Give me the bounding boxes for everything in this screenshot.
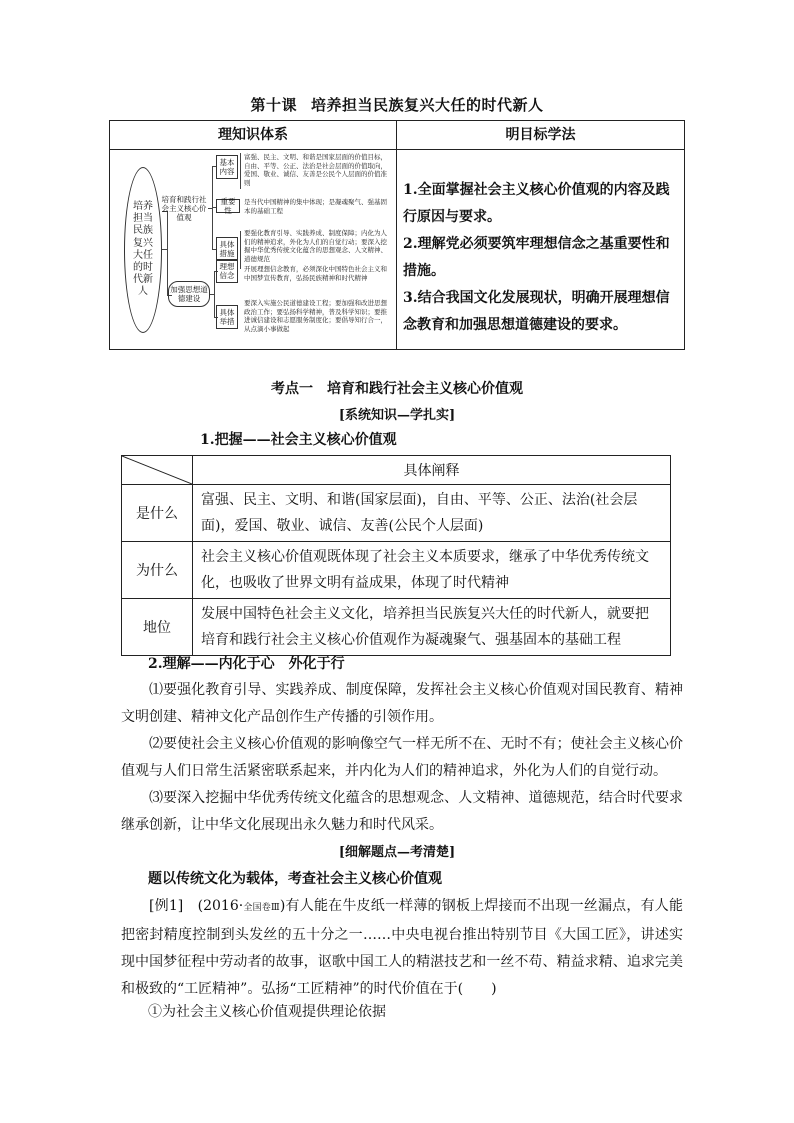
paragraph: ⑴要强化教育引导、实践养成、制度保障，发挥社会主义核心价值观对国民教育、精神文明创建、精神文化产品创作生产传播的引领作用。 xyxy=(121,682,683,725)
row-label: 为什么 xyxy=(122,542,193,599)
node-ideals: 理想信念 xyxy=(216,259,238,283)
goal-item: 3.结合我国文化发展现状，明确开展理想信念教育和加强思想道德建设的要求。 xyxy=(403,290,670,333)
column-header: 具体阐释 xyxy=(193,456,671,485)
branch-moral-construction: 加强思想道德建设 xyxy=(168,281,210,307)
heading-understand: 2.理解——内化于心 外化于行 xyxy=(148,656,345,672)
goal-item: 2.理解党必须要筑牢理想信念之基重要性和措施。 xyxy=(403,236,670,279)
section-title: 考点一 培育和践行社会主义核心价值观 xyxy=(271,381,523,397)
diagonal-header-cell xyxy=(122,456,193,485)
row-content: 富强、民主、文明、和谐(国家层面)，自由、平等、公正、法治(社会层面)，爱国、敬业、诚信、友善(公民个人层面) xyxy=(193,485,671,542)
mind-map-root: 培养担当民族复兴大任的时代新人 xyxy=(133,201,153,298)
overview-table xyxy=(109,120,685,350)
example-text: 有人能在牛皮纸一样薄的钢板上焊接而不出现一丝漏点，有人能把密封精度控制到头发丝的五十分之一……中央电视台推出特别节目《大国工匠》，讲述实现中国梦征程中劳动者的故事，讴歌中国工人的精湛技艺和一丝不苟、精益求精、追求完美和极致的“工匠精神”。弘扬“工匠精神”的时代价值在于( ) xyxy=(121,898,683,997)
topic-tag: 题以传统文化为载体，考查社会主义核心价值观 xyxy=(148,871,442,887)
example-question: [例1] (2016·全国卷Ⅲ)有人能在牛皮纸一样薄的钢板上焊接而不出现一丝漏点，有人能把密封精度控制到头发丝的五十分之一……中央电视台推出特别节目《大国工匠》，讲述实现中国梦征程中劳动者的故事，讴歌中国工人的精湛技艺和一丝不苟、精益求精、追求完美和极致的“工匠精神”。弘扬“工匠精神”的时代价值在于( ) xyxy=(121,898,683,997)
example-label: [例1] xyxy=(149,898,184,914)
core-values-table xyxy=(121,455,671,656)
learning-goals xyxy=(403,177,679,339)
node-measures: 具体措施 xyxy=(216,237,238,261)
row-label: 是什么 xyxy=(122,485,193,542)
leaf-ideals: 开展理想信念教育，必须深化中国特色社会主义和中国梦宣传教育，弘扬民族精神和时代精神 xyxy=(244,265,387,282)
table-row xyxy=(122,599,671,656)
sub-heading-detailed-points: [细解题点—考清楚] xyxy=(338,845,456,860)
table-row xyxy=(122,542,671,599)
option-1: ①为社会主义核心价值观提供理论依据 xyxy=(148,1004,386,1020)
node-importance: 重要性 xyxy=(216,199,240,213)
leaf-specific-actions: 要深入实施公民道德建设工程；要加强和改进思想政治工作；要弘扬科学精神，普及科学知识；要推进诚信建设和志愿服务制度化；要倡导知行合一，从点滴小事做起 xyxy=(244,299,387,333)
paragraph: ⑶要深入挖掘中华优秀传统文化蕴含的思想观念、人文精神、道德规范，结合时代要求继承创新，让中华文化展现出永久魅力和时代风采。 xyxy=(121,790,683,833)
goal-item: 1.全面掌握社会主义核心价值观的内容及践行原因与要求。 xyxy=(403,182,670,225)
row-content: 社会主义核心价值观既体现了社会主义本质要求，继承了中华优秀传统文化，也吸收了世界文明有益成果，体现了时代精神 xyxy=(193,542,671,599)
page-title: 第十课 培养担当民族复兴大任的时代新人 xyxy=(250,96,544,114)
node-basic-content: 基本内容 xyxy=(216,155,238,179)
row-content: 发展中国特色社会主义文化，培养担当民族复兴大任的时代新人，就要把培育和践行社会主义核心价值观作为凝魂聚气、强基固本的基础工程 xyxy=(193,599,671,656)
node-specific-actions: 具体举措 xyxy=(216,305,238,329)
table-row xyxy=(122,485,671,542)
knowledge-system-header: 理知识体系 xyxy=(110,121,396,150)
row-label: 地位 xyxy=(122,599,193,656)
leaf-basic-content: 富强、民主、文明、和谐是国家层面的价值目标，自由、平等、公正、法治是社会层面的价值取向，爱国、敬业、诚信、友善是公民个人层面的价值准则 xyxy=(244,153,387,187)
branch-core-values: 培育和践行社会主义核心价值观 xyxy=(161,194,207,222)
example-source: 全国卷Ⅲ xyxy=(243,903,280,913)
leaf-measures: 要强化教育引导、实践养成、制度保障；内化为人们的精神追求，外化为人们的自觉行动；要深入挖掘中华优秀传统文化蕴含的思想观念、人文精神、道德规范 xyxy=(244,229,387,263)
goals-header: 明目标学法 xyxy=(397,121,684,150)
leaf-importance: 是当代中国精神的集中体现；是凝魂聚气、强基固本的基础工程 xyxy=(244,198,387,215)
sub-heading-system-knowledge: [系统知识—学扎实] xyxy=(338,408,456,423)
paragraph: ⑵要使社会主义核心价值观的影响像空气一样无所不在、无时不有；使社会主义核心价值观与人们日常生活紧密联系起来，并内化为人们的精神追求，外化为人们的自觉行动。 xyxy=(121,736,683,779)
mind-map xyxy=(116,153,392,345)
heading-grasp: 1.把握——社会主义核心价值观 xyxy=(200,432,397,448)
